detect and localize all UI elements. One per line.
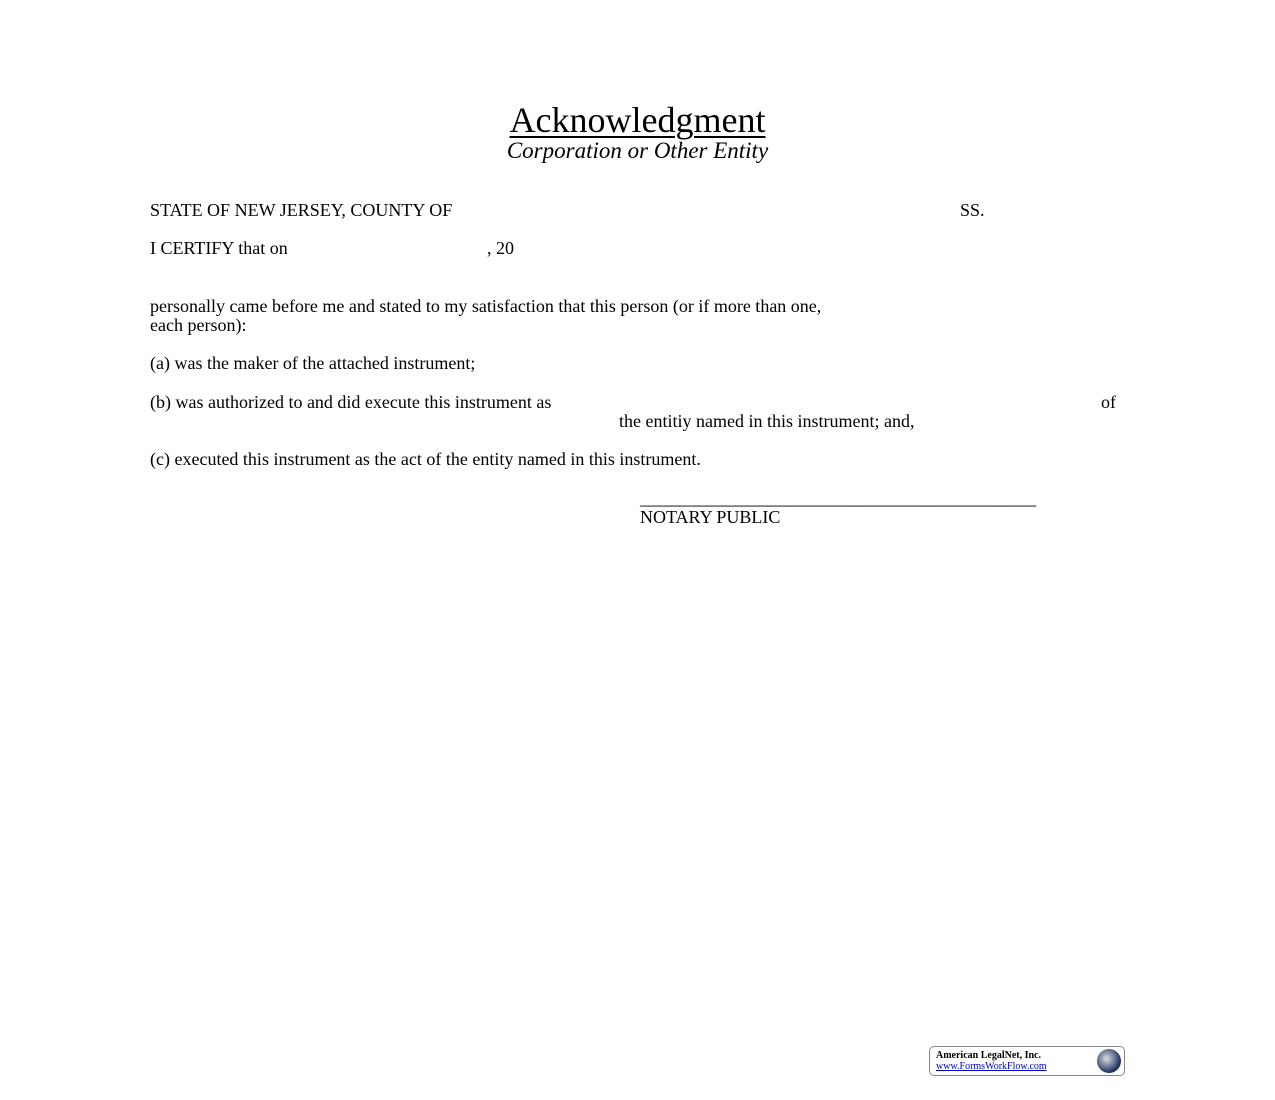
clause-a: (a) was the maker of the attached instrument; (150, 353, 476, 373)
logo-url-link[interactable]: www.FormsWorkFlow.com (936, 1061, 1047, 1072)
document-subtitle: Corporation or Other Entity (506, 138, 769, 163)
clause-b-of: of (1101, 392, 1116, 412)
year-label: , 20 (487, 238, 514, 258)
clause-b-continued: the entitiy named in this instrument; and, (619, 411, 915, 431)
american-legalnet-logo (929, 1046, 1125, 1076)
personally-line-2: each person): (150, 315, 247, 335)
certify-label: I CERTIFY that on (150, 238, 288, 258)
notary-public-label: NOTARY PUBLIC (640, 507, 781, 527)
clause-b: (b) was authorized to and did execute this instrument as (150, 392, 552, 412)
logo-company: American LegalNet, Inc. (936, 1050, 1041, 1061)
clause-c: (c) executed this instrument as the act of the entity named in this instrument. (150, 449, 701, 469)
personally-line-1: personally came before me and stated to my satisfaction that this person (or if more than one, (150, 296, 822, 316)
title-text: Acknowledgment (509, 100, 766, 140)
ss-label: SS. (960, 200, 985, 220)
signature-line: ____________________________________________ (640, 488, 1036, 508)
document-title (0, 100, 1275, 140)
state-county-label: STATE OF NEW JERSEY, COUNTY OF (150, 200, 453, 220)
globe-icon (1097, 1049, 1121, 1073)
